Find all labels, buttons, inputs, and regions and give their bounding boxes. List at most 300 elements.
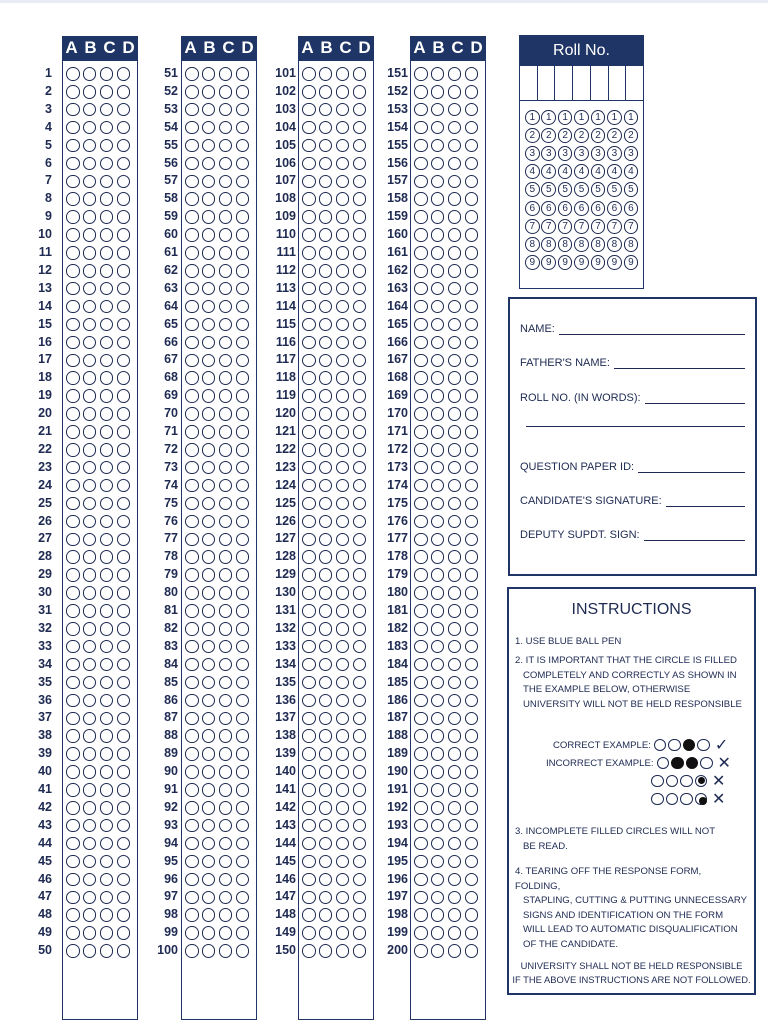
answer-bubble-d[interactable]	[465, 515, 479, 529]
answer-bubble-d[interactable]	[236, 515, 250, 529]
answer-bubble-b[interactable]	[83, 819, 97, 833]
roll-digit-bubble[interactable]: 1	[607, 110, 622, 125]
answer-bubble-d[interactable]	[236, 873, 250, 887]
answer-bubble-a[interactable]	[414, 837, 428, 851]
answer-bubble-a[interactable]	[66, 371, 80, 385]
answer-bubble-a[interactable]	[414, 389, 428, 403]
roll-digit-bubble[interactable]: 6	[558, 201, 573, 216]
answer-bubble-b[interactable]	[202, 891, 216, 905]
answer-bubble-c[interactable]	[219, 622, 233, 636]
answer-bubble-d[interactable]	[236, 712, 250, 726]
roll-digit-cell[interactable]	[591, 66, 609, 100]
answer-bubble-a[interactable]	[414, 228, 428, 242]
roll-digit-bubble[interactable]: 7	[558, 219, 573, 234]
answer-bubble-a[interactable]	[185, 157, 199, 171]
answer-bubble-b[interactable]	[202, 300, 216, 314]
answer-bubble-a[interactable]	[185, 586, 199, 600]
answer-bubble-b[interactable]	[83, 354, 97, 368]
answer-bubble-d[interactable]	[465, 694, 479, 708]
answer-bubble-d[interactable]	[117, 371, 131, 385]
answer-bubble-a[interactable]	[66, 282, 80, 296]
answer-bubble-c[interactable]	[448, 461, 462, 475]
answer-bubble-d[interactable]	[465, 497, 479, 511]
answer-bubble-d[interactable]	[236, 354, 250, 368]
answer-bubble-c[interactable]	[100, 282, 114, 296]
answer-bubble-c[interactable]	[219, 658, 233, 672]
answer-bubble-c[interactable]	[336, 210, 350, 224]
answer-bubble-b[interactable]	[319, 300, 333, 314]
answer-bubble-c[interactable]	[336, 533, 350, 547]
answer-bubble-c[interactable]	[336, 371, 350, 385]
answer-bubble-c[interactable]	[448, 282, 462, 296]
answer-bubble-d[interactable]	[117, 891, 131, 905]
answer-bubble-c[interactable]	[448, 908, 462, 922]
answer-bubble-b[interactable]	[83, 103, 97, 117]
answer-bubble-c[interactable]	[336, 550, 350, 564]
answer-bubble-d[interactable]	[117, 604, 131, 618]
answer-bubble-a[interactable]	[302, 622, 316, 636]
answer-bubble-a[interactable]	[185, 568, 199, 582]
answer-bubble-c[interactable]	[448, 729, 462, 743]
answer-bubble-c[interactable]	[219, 318, 233, 332]
answer-bubble-b[interactable]	[319, 908, 333, 922]
answer-bubble-a[interactable]	[185, 354, 199, 368]
answer-bubble-a[interactable]	[414, 622, 428, 636]
answer-bubble-c[interactable]	[219, 640, 233, 654]
answer-bubble-c[interactable]	[448, 497, 462, 511]
answer-bubble-b[interactable]	[319, 192, 333, 206]
answer-bubble-a[interactable]	[185, 228, 199, 242]
answer-bubble-a[interactable]	[66, 461, 80, 475]
answer-bubble-c[interactable]	[448, 157, 462, 171]
roll-digit-cell[interactable]	[573, 66, 591, 100]
answer-bubble-d[interactable]	[236, 210, 250, 224]
answer-bubble-d[interactable]	[236, 300, 250, 314]
roll-digit-bubble[interactable]: 6	[624, 201, 639, 216]
answer-bubble-b[interactable]	[202, 85, 216, 99]
roll-digit-bubble[interactable]: 3	[558, 146, 573, 161]
answer-bubble-d[interactable]	[117, 103, 131, 117]
candidate-signature-field[interactable]	[520, 495, 745, 507]
answer-bubble-b[interactable]	[319, 139, 333, 153]
answer-bubble-c[interactable]	[336, 658, 350, 672]
answer-bubble-d[interactable]	[465, 354, 479, 368]
answer-bubble-c[interactable]	[336, 837, 350, 851]
answer-bubble-d[interactable]	[117, 622, 131, 636]
roll-digit-bubble[interactable]: 8	[525, 237, 540, 252]
answer-bubble-b[interactable]	[202, 855, 216, 869]
answer-bubble-c[interactable]	[219, 729, 233, 743]
answer-bubble-c[interactable]	[448, 783, 462, 797]
answer-bubble-a[interactable]	[66, 765, 80, 779]
answer-bubble-b[interactable]	[319, 926, 333, 940]
answer-bubble-b[interactable]	[83, 389, 97, 403]
answer-bubble-b[interactable]	[202, 944, 216, 958]
answer-bubble-c[interactable]	[219, 497, 233, 511]
answer-bubble-c[interactable]	[100, 497, 114, 511]
answer-bubble-b[interactable]	[202, 264, 216, 278]
answer-bubble-c[interactable]	[100, 819, 114, 833]
answer-bubble-b[interactable]	[431, 604, 445, 618]
answer-bubble-a[interactable]	[302, 85, 316, 99]
answer-bubble-a[interactable]	[66, 175, 80, 189]
answer-bubble-c[interactable]	[219, 515, 233, 529]
answer-bubble-d[interactable]	[236, 103, 250, 117]
answer-bubble-d[interactable]	[117, 139, 131, 153]
answer-bubble-a[interactable]	[302, 891, 316, 905]
answer-bubble-a[interactable]	[185, 443, 199, 457]
answer-bubble-a[interactable]	[185, 210, 199, 224]
answer-bubble-a[interactable]	[66, 747, 80, 761]
answer-bubble-b[interactable]	[83, 497, 97, 511]
answer-bubble-d[interactable]	[236, 604, 250, 618]
answer-bubble-b[interactable]	[319, 819, 333, 833]
answer-bubble-a[interactable]	[185, 139, 199, 153]
answer-bubble-b[interactable]	[83, 586, 97, 600]
answer-bubble-c[interactable]	[448, 676, 462, 690]
answer-bubble-c[interactable]	[219, 121, 233, 135]
answer-bubble-c[interactable]	[219, 694, 233, 708]
answer-bubble-c[interactable]	[336, 425, 350, 439]
answer-bubble-b[interactable]	[83, 640, 97, 654]
answer-bubble-d[interactable]	[236, 658, 250, 672]
answer-bubble-c[interactable]	[336, 765, 350, 779]
answer-bubble-c[interactable]	[100, 586, 114, 600]
answer-bubble-c[interactable]	[100, 139, 114, 153]
answer-bubble-a[interactable]	[66, 729, 80, 743]
answer-bubble-c[interactable]	[219, 712, 233, 726]
answer-bubble-a[interactable]	[66, 819, 80, 833]
answer-bubble-b[interactable]	[83, 676, 97, 690]
answer-bubble-c[interactable]	[219, 282, 233, 296]
answer-bubble-a[interactable]	[66, 479, 80, 493]
answer-bubble-a[interactable]	[185, 658, 199, 672]
answer-bubble-a[interactable]	[414, 747, 428, 761]
question-paper-id-field[interactable]	[520, 461, 745, 473]
answer-bubble-a[interactable]	[414, 765, 428, 779]
answer-bubble-a[interactable]	[185, 264, 199, 278]
roll-digit-cell[interactable]	[520, 66, 538, 100]
answer-bubble-c[interactable]	[448, 926, 462, 940]
answer-bubble-b[interactable]	[319, 783, 333, 797]
answer-bubble-d[interactable]	[117, 461, 131, 475]
answer-bubble-a[interactable]	[302, 210, 316, 224]
roll-digit-bubble[interactable]: 6	[574, 201, 589, 216]
roll-digit-bubble[interactable]: 9	[541, 255, 556, 270]
answer-bubble-d[interactable]	[117, 354, 131, 368]
answer-bubble-b[interactable]	[319, 389, 333, 403]
answer-bubble-a[interactable]	[414, 640, 428, 654]
answer-bubble-b[interactable]	[319, 246, 333, 260]
answer-bubble-c[interactable]	[219, 604, 233, 618]
answer-bubble-c[interactable]	[448, 712, 462, 726]
answer-bubble-b[interactable]	[83, 175, 97, 189]
answer-bubble-b[interactable]	[319, 533, 333, 547]
answer-bubble-b[interactable]	[319, 944, 333, 958]
roll-digit-bubble[interactable]: 3	[607, 146, 622, 161]
roll-digit-bubble[interactable]: 7	[574, 219, 589, 234]
answer-bubble-b[interactable]	[202, 801, 216, 815]
answer-bubble-a[interactable]	[66, 783, 80, 797]
answer-bubble-b[interactable]	[431, 479, 445, 493]
answer-bubble-c[interactable]	[100, 837, 114, 851]
answer-bubble-b[interactable]	[202, 157, 216, 171]
answer-bubble-a[interactable]	[302, 837, 316, 851]
answer-bubble-d[interactable]	[236, 747, 250, 761]
answer-bubble-d[interactable]	[465, 85, 479, 99]
answer-bubble-d[interactable]	[117, 783, 131, 797]
answer-bubble-b[interactable]	[431, 747, 445, 761]
answer-bubble-a[interactable]	[185, 891, 199, 905]
answer-bubble-a[interactable]	[185, 801, 199, 815]
answer-bubble-a[interactable]	[66, 300, 80, 314]
answer-bubble-b[interactable]	[431, 85, 445, 99]
answer-bubble-a[interactable]	[185, 300, 199, 314]
answer-bubble-b[interactable]	[319, 121, 333, 135]
answer-bubble-a[interactable]	[66, 210, 80, 224]
answer-bubble-c[interactable]	[448, 640, 462, 654]
answer-bubble-a[interactable]	[185, 336, 199, 350]
answer-bubble-b[interactable]	[319, 497, 333, 511]
answer-bubble-b[interactable]	[202, 676, 216, 690]
answer-bubble-c[interactable]	[448, 407, 462, 421]
answer-bubble-c[interactable]	[219, 336, 233, 350]
answer-bubble-c[interactable]	[219, 568, 233, 582]
answer-bubble-d[interactable]	[117, 85, 131, 99]
answer-bubble-d[interactable]	[465, 944, 479, 958]
answer-bubble-d[interactable]	[236, 640, 250, 654]
answer-bubble-b[interactable]	[202, 67, 216, 81]
answer-bubble-b[interactable]	[83, 783, 97, 797]
answer-bubble-d[interactable]	[117, 837, 131, 851]
answer-bubble-c[interactable]	[336, 908, 350, 922]
answer-bubble-d[interactable]	[465, 318, 479, 332]
answer-bubble-b[interactable]	[319, 694, 333, 708]
answer-bubble-b[interactable]	[431, 121, 445, 135]
answer-bubble-b[interactable]	[431, 264, 445, 278]
answer-bubble-c[interactable]	[336, 676, 350, 690]
answer-bubble-c[interactable]	[100, 944, 114, 958]
answer-bubble-a[interactable]	[302, 676, 316, 690]
answer-bubble-d[interactable]	[465, 407, 479, 421]
answer-bubble-a[interactable]	[185, 550, 199, 564]
answer-bubble-a[interactable]	[185, 67, 199, 81]
answer-bubble-b[interactable]	[431, 67, 445, 81]
roll-digit-bubble[interactable]: 9	[525, 255, 540, 270]
answer-bubble-a[interactable]	[66, 622, 80, 636]
answer-bubble-b[interactable]	[431, 891, 445, 905]
answer-bubble-d[interactable]	[117, 873, 131, 887]
answer-bubble-b[interactable]	[319, 443, 333, 457]
answer-bubble-c[interactable]	[448, 747, 462, 761]
answer-bubble-b[interactable]	[319, 407, 333, 421]
answer-bubble-a[interactable]	[302, 175, 316, 189]
answer-bubble-d[interactable]	[117, 944, 131, 958]
answer-bubble-d[interactable]	[236, 550, 250, 564]
roll-digit-bubble[interactable]: 3	[591, 146, 606, 161]
answer-bubble-b[interactable]	[83, 533, 97, 547]
answer-bubble-b[interactable]	[431, 533, 445, 547]
answer-bubble-a[interactable]	[66, 515, 80, 529]
answer-bubble-c[interactable]	[336, 891, 350, 905]
roll-digit-bubble[interactable]: 2	[607, 128, 622, 143]
roll-digit-bubble[interactable]: 4	[574, 164, 589, 179]
answer-bubble-b[interactable]	[431, 926, 445, 940]
answer-bubble-d[interactable]	[117, 729, 131, 743]
answer-bubble-a[interactable]	[414, 246, 428, 260]
answer-bubble-c[interactable]	[448, 425, 462, 439]
answer-bubble-a[interactable]	[302, 550, 316, 564]
answer-bubble-a[interactable]	[414, 783, 428, 797]
answer-bubble-b[interactable]	[319, 157, 333, 171]
roll-digit-bubble[interactable]: 1	[525, 110, 540, 125]
answer-bubble-a[interactable]	[302, 604, 316, 618]
answer-bubble-a[interactable]	[66, 228, 80, 242]
answer-bubble-c[interactable]	[100, 192, 114, 206]
answer-bubble-a[interactable]	[414, 67, 428, 81]
answer-bubble-a[interactable]	[66, 694, 80, 708]
answer-bubble-a[interactable]	[185, 318, 199, 332]
answer-bubble-c[interactable]	[219, 676, 233, 690]
answer-bubble-b[interactable]	[319, 801, 333, 815]
answer-bubble-a[interactable]	[414, 461, 428, 475]
answer-bubble-c[interactable]	[100, 712, 114, 726]
answer-bubble-a[interactable]	[302, 533, 316, 547]
answer-bubble-d[interactable]	[117, 801, 131, 815]
answer-bubble-d[interactable]	[236, 837, 250, 851]
answer-bubble-a[interactable]	[302, 926, 316, 940]
answer-bubble-d[interactable]	[236, 586, 250, 600]
answer-bubble-c[interactable]	[336, 783, 350, 797]
answer-bubble-c[interactable]	[100, 747, 114, 761]
answer-bubble-c[interactable]	[448, 67, 462, 81]
answer-bubble-a[interactable]	[414, 926, 428, 940]
answer-bubble-c[interactable]	[100, 568, 114, 582]
name-field[interactable]	[520, 323, 745, 335]
answer-bubble-a[interactable]	[185, 371, 199, 385]
answer-bubble-b[interactable]	[431, 712, 445, 726]
answer-bubble-d[interactable]	[465, 837, 479, 851]
answer-bubble-b[interactable]	[202, 694, 216, 708]
answer-bubble-a[interactable]	[66, 425, 80, 439]
answer-bubble-d[interactable]	[465, 801, 479, 815]
answer-bubble-d[interactable]	[236, 926, 250, 940]
answer-bubble-b[interactable]	[319, 479, 333, 493]
answer-bubble-d[interactable]	[465, 228, 479, 242]
answer-bubble-b[interactable]	[202, 210, 216, 224]
roll-digit-bubble[interactable]: 8	[624, 237, 639, 252]
answer-bubble-a[interactable]	[185, 497, 199, 511]
answer-bubble-b[interactable]	[319, 264, 333, 278]
answer-bubble-c[interactable]	[219, 264, 233, 278]
answer-bubble-b[interactable]	[83, 318, 97, 332]
answer-bubble-a[interactable]	[185, 819, 199, 833]
answer-bubble-b[interactable]	[319, 318, 333, 332]
answer-bubble-c[interactable]	[100, 479, 114, 493]
answer-bubble-c[interactable]	[100, 407, 114, 421]
answer-bubble-d[interactable]	[236, 479, 250, 493]
answer-bubble-d[interactable]	[236, 318, 250, 332]
answer-bubble-c[interactable]	[100, 533, 114, 547]
answer-bubble-d[interactable]	[465, 550, 479, 564]
answer-bubble-c[interactable]	[336, 67, 350, 81]
answer-bubble-a[interactable]	[66, 550, 80, 564]
answer-bubble-c[interactable]	[448, 694, 462, 708]
answer-bubble-d[interactable]	[117, 515, 131, 529]
answer-bubble-b[interactable]	[202, 354, 216, 368]
answer-bubble-a[interactable]	[66, 497, 80, 511]
answer-bubble-d[interactable]	[236, 765, 250, 779]
answer-bubble-d[interactable]	[236, 67, 250, 81]
answer-bubble-c[interactable]	[336, 282, 350, 296]
answer-bubble-c[interactable]	[336, 354, 350, 368]
answer-bubble-a[interactable]	[185, 604, 199, 618]
answer-bubble-a[interactable]	[185, 246, 199, 260]
roll-digit-bubble[interactable]: 9	[591, 255, 606, 270]
answer-bubble-c[interactable]	[100, 354, 114, 368]
answer-bubble-c[interactable]	[219, 783, 233, 797]
answer-bubble-a[interactable]	[66, 712, 80, 726]
answer-bubble-c[interactable]	[219, 228, 233, 242]
answer-bubble-a[interactable]	[302, 103, 316, 117]
answer-bubble-b[interactable]	[319, 282, 333, 296]
answer-bubble-d[interactable]	[465, 658, 479, 672]
answer-bubble-d[interactable]	[465, 926, 479, 940]
answer-bubble-a[interactable]	[185, 837, 199, 851]
answer-bubble-d[interactable]	[465, 157, 479, 171]
answer-bubble-b[interactable]	[431, 407, 445, 421]
answer-bubble-b[interactable]	[431, 944, 445, 958]
answer-bubble-d[interactable]	[117, 550, 131, 564]
answer-bubble-d[interactable]	[465, 210, 479, 224]
answer-bubble-a[interactable]	[414, 819, 428, 833]
answer-bubble-d[interactable]	[465, 568, 479, 582]
answer-bubble-a[interactable]	[185, 926, 199, 940]
answer-bubble-b[interactable]	[319, 676, 333, 690]
answer-bubble-b[interactable]	[431, 694, 445, 708]
answer-bubble-c[interactable]	[219, 300, 233, 314]
answer-bubble-a[interactable]	[66, 855, 80, 869]
answer-bubble-b[interactable]	[202, 533, 216, 547]
answer-bubble-b[interactable]	[83, 336, 97, 350]
answer-bubble-b[interactable]	[83, 855, 97, 869]
roll-digit-bubble[interactable]: 5	[541, 182, 556, 197]
answer-bubble-a[interactable]	[185, 873, 199, 887]
answer-bubble-c[interactable]	[336, 694, 350, 708]
answer-bubble-a[interactable]	[414, 801, 428, 815]
answer-bubble-a[interactable]	[302, 354, 316, 368]
answer-bubble-a[interactable]	[66, 640, 80, 654]
answer-bubble-b[interactable]	[431, 175, 445, 189]
answer-bubble-b[interactable]	[202, 336, 216, 350]
answer-bubble-c[interactable]	[100, 67, 114, 81]
answer-bubble-d[interactable]	[236, 461, 250, 475]
answer-bubble-c[interactable]	[336, 175, 350, 189]
answer-bubble-d[interactable]	[236, 855, 250, 869]
answer-bubble-d[interactable]	[465, 175, 479, 189]
answer-bubble-d[interactable]	[236, 192, 250, 206]
answer-bubble-d[interactable]	[117, 264, 131, 278]
answer-bubble-b[interactable]	[319, 837, 333, 851]
roll-digit-bubble[interactable]: 4	[525, 164, 540, 179]
answer-bubble-a[interactable]	[66, 246, 80, 260]
answer-bubble-c[interactable]	[219, 157, 233, 171]
answer-bubble-a[interactable]	[185, 192, 199, 206]
answer-bubble-b[interactable]	[83, 264, 97, 278]
answer-bubble-c[interactable]	[100, 694, 114, 708]
answer-bubble-b[interactable]	[431, 336, 445, 350]
deputy-supdt-sign-field[interactable]	[520, 529, 745, 541]
